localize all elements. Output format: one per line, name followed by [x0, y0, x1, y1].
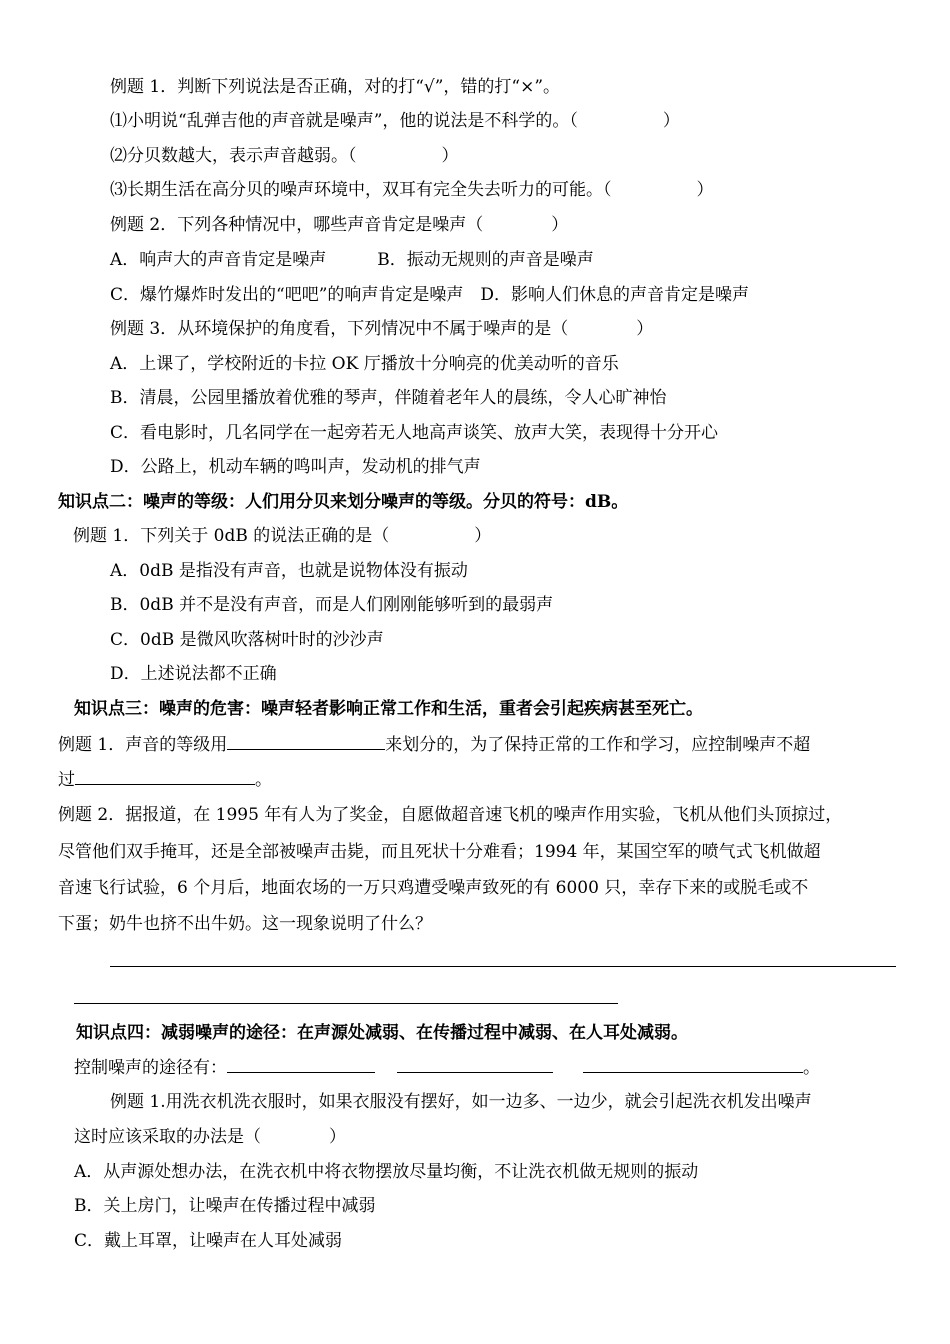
blank-way-1[interactable] [227, 1056, 375, 1073]
s1-example-1: 例题 1．判断下列说法是否正确，对的打“√”，错的打“×”。 [110, 77, 561, 97]
s1-example-3-option-b: B．清晨，公园里播放着优雅的琴声，伴随着老年人的晨练，令人心旷神怡 [110, 388, 667, 408]
s4-control-ways-end: 。 [803, 1058, 820, 1078]
s4-control-ways-prefix: 控制噪声的途径有： [74, 1058, 227, 1078]
s1-example-3: 例题 3．从环境保护的角度看，下列情况中不属于噪声的是（ ） [110, 319, 654, 339]
blank-sound-level-unit[interactable] [227, 733, 385, 750]
s1-example-2-options-ab: A．响声大的声音肯定是噪声 B．振动无规则的声音是噪声 [110, 250, 594, 270]
s1-example-2: 例题 2．下列各种情况中，哪些声音肯定是噪声（ ） [110, 215, 569, 235]
s2-option-a: A．0dB 是指没有声音，也就是说物体没有振动 [110, 561, 468, 581]
s3-example-1-prefix: 例题 1．声音的等级用 [58, 735, 228, 755]
s4-option-c: C．戴上耳罩，让噪声在人耳处减弱 [74, 1231, 343, 1251]
s3-example-1-line-2-prefix: 过 [58, 770, 75, 790]
s3-example-1-end: 。 [255, 770, 272, 790]
s4-heading: 知识点四：减弱噪声的途径：在声源处减弱、在传播过程中减弱、在人耳处减弱。 [76, 1023, 688, 1043]
blank-noise-limit[interactable] [75, 768, 255, 785]
s4-option-b: B．关上房门，让噪声在传播过程中减弱 [74, 1196, 376, 1216]
answer-line-2[interactable] [74, 1003, 618, 1004]
s2-heading: 知识点二：噪声的等级：人们用分贝来划分噪声的等级。分贝的符号：dB。 [58, 492, 629, 512]
s1-example-1-item-3: ⑶长期生活在高分贝的噪声环境中，双耳有完全失去听力的可能。（ ） [110, 180, 714, 200]
s3-example-2-line-2: 尽管他们双手掩耳，还是全部被噪声击毙，而且死状十分难看；1994 年，某国空军的喷气式飞机做超 [58, 842, 821, 862]
s2-option-d: D．上述说法都不正确 [110, 664, 277, 684]
s1-example-3-option-d: D．公路上，机动车辆的鸣叫声，发动机的排气声 [110, 457, 481, 477]
s1-example-2-options-cd: C．爆竹爆炸时发出的“吧吧”的响声肯定是噪声 D．影响人们休息的声音肯定是噪声 [110, 285, 750, 305]
s1-example-1-item-1: ⑴小明说“乱弹吉他的声音就是噪声”，他的说法是不科学的。（ ） [110, 111, 680, 131]
s4-control-ways [74, 1056, 820, 1079]
s3-heading: 知识点三：噪声的危害：噪声轻者影响正常工作和生活，重者会引起疾病甚至死亡。 [74, 699, 703, 719]
s1-example-3-option-c: C．看电影时，几名同学在一起旁若无人地高声谈笑、放声大笑，表现得十分开心 [110, 423, 719, 443]
answer-line-1[interactable] [110, 966, 896, 967]
blank-way-2[interactable] [397, 1056, 553, 1073]
s2-example-1: 例题 1．下列关于 0dB 的说法正确的是（ ） [73, 526, 492, 546]
s3-example-1-line-2 [58, 768, 272, 791]
s4-example-1-line-1: 例题 1.用洗衣机洗衣服时，如果衣服没有摆好，如一边多、一边少，就会引起洗衣机发出噪声 [110, 1092, 812, 1112]
s3-example-2-line-1: 例题 2．据报道，在 1995 年有人为了奖金，自愿做超音速飞机的噪声作用实验，飞机从他们头顶掠过， [58, 805, 843, 825]
s3-example-2-line-4: 下蛋；奶牛也挤不出牛奶。这一现象说明了什么？ [58, 914, 432, 934]
s4-option-a: A．从声源处想办法，在洗衣机中将衣物摆放尽量均衡，不让洗衣机做无规则的振动 [74, 1162, 699, 1182]
s1-example-3-option-a: A．上课了，学校附近的卡拉 OK 厅播放十分响亮的优美动听的音乐 [110, 354, 619, 374]
s2-option-b: B．0dB 并不是没有声音，而是人们刚刚能够听到的最弱声 [110, 595, 554, 615]
s3-example-2-line-3: 音速飞行试验，6 个月后，地面农场的一万只鸡遭受噪声致死的有 6000 只，幸存下来的或脱毛或不 [58, 878, 809, 898]
s3-example-1-middle: 来划分的，为了保持正常的工作和学习，应控制噪声不超 [385, 735, 811, 755]
s3-example-1-line-1 [58, 733, 810, 756]
s2-option-c: C．0dB 是微风吹落树叶时的沙沙声 [110, 630, 384, 650]
s1-example-1-item-2: ⑵分贝数越大，表示声音越弱。（ ） [110, 146, 459, 166]
blank-way-3[interactable] [583, 1056, 803, 1073]
s4-example-1-line-2: 这时应该采取的办法是（ ） [74, 1127, 346, 1147]
